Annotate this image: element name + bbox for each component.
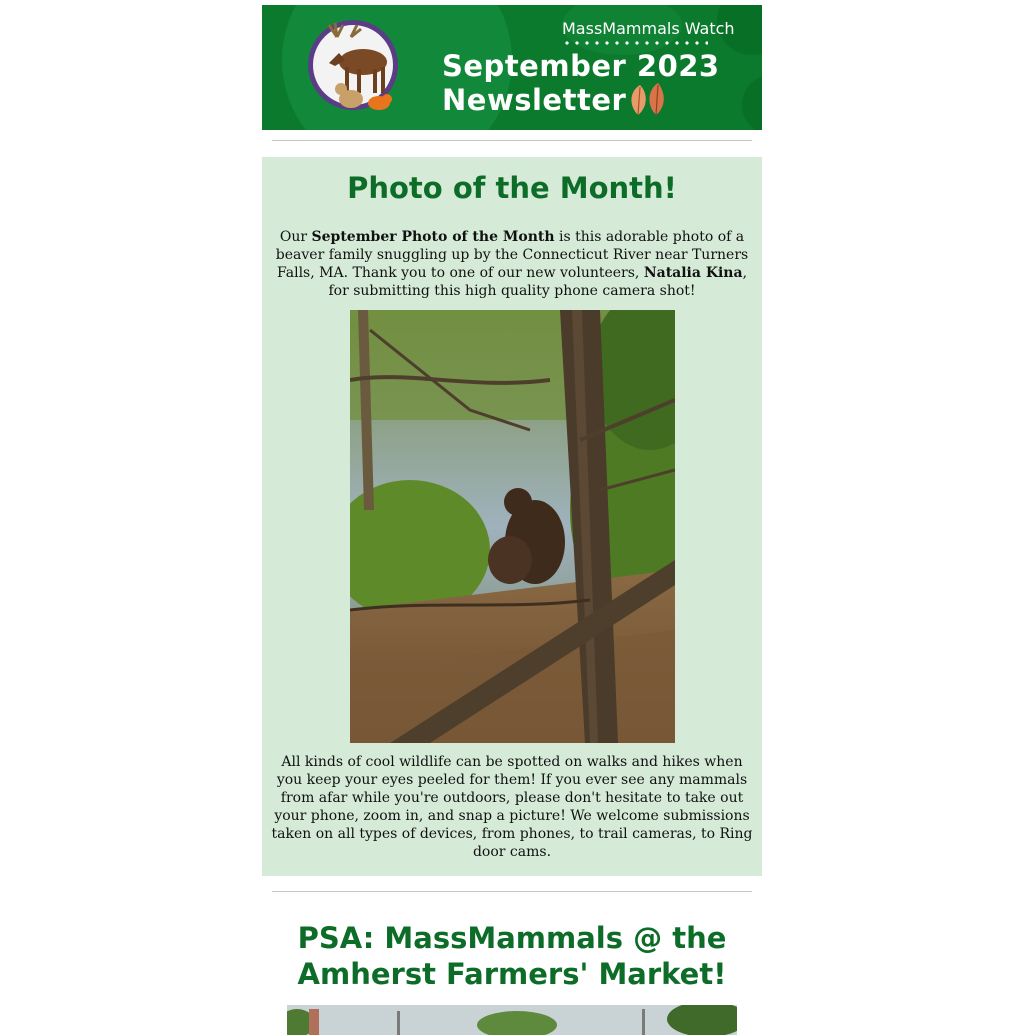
- section-divider: [272, 891, 752, 892]
- photo-of-month-intro: Our September Photo of the Month is this adorable photo of a beaver family snuggling up by the Connecticut River near Turners Falls, MA. Thank you to one of our new volunteers, Natalia Kina, for submitting this high quality phone camera shot!: [275, 229, 749, 299]
- newsletter-title-line1: September 2023: [442, 49, 720, 83]
- autumn-leaves-icon: [628, 83, 668, 117]
- photo-of-month-heading: Photo of the Month!: [347, 171, 677, 205]
- newsletter-title-line2: Newsletter: [442, 83, 627, 117]
- psa-heading: PSA: MassMammals @ the Amherst Farmers' Market!: [297, 921, 727, 991]
- newsletter-banner: [262, 5, 762, 130]
- photo-of-month-section: [262, 157, 762, 876]
- photo-of-month-bold: September Photo of the Month: [311, 229, 555, 245]
- volunteer-name: Natalia Kina: [643, 265, 743, 281]
- section-divider: [272, 140, 752, 141]
- massmammals-logo-icon: [308, 20, 398, 110]
- farmers-market-photo: [287, 1005, 737, 1035]
- photo-of-month-body: All kinds of cool wildlife can be spotted on walks and hikes when you keep your eyes peeled for them! If you ever see any mammals from afar while you're outdoors, please don't hesitate to take out your phone, zoom in, and snap a picture! We welcome submissions taken on all types of devices, from phones, to trail cameras, to Ring door cams.: [271, 754, 753, 860]
- brand-name: MassMammals Watch: [562, 19, 735, 38]
- dotted-divider: [562, 41, 708, 45]
- beaver-photo: [350, 310, 675, 743]
